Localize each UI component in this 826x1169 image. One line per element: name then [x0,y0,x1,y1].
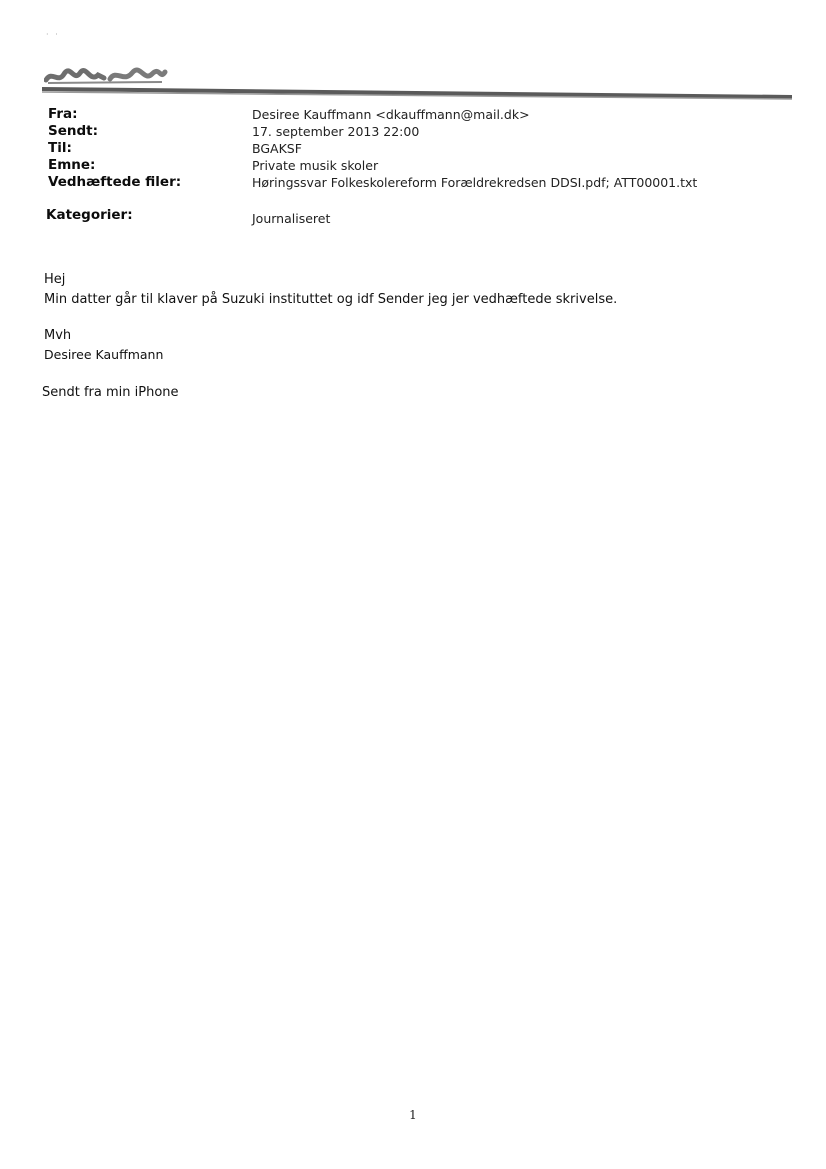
message-text: Min datter går til klaver på Suzuki instituttet og idf Sender jeg jer vedhæftede skrivelse. [44,292,618,307]
field-subject [48,157,778,174]
header-divider-rule [42,86,792,100]
field-sent-value: 17. september 2013 22:00 [252,124,420,139]
field-categories [48,207,778,224]
field-sent-label: Sendt: [48,123,99,139]
email-header-fields [48,106,778,224]
scan-speck: · · [46,30,60,39]
message-greeting: Hej [44,272,66,287]
field-sent [48,123,778,140]
field-to-value: BGAKSF [252,141,302,156]
field-subject-label: Emne: [48,157,96,173]
message-closing: Mvh [44,328,72,343]
field-attachments [48,174,778,191]
redacted-sender-name-scribble [44,64,168,88]
field-to-label: Til: [48,140,72,156]
field-subject-value: Private musik skoler [252,158,379,173]
page-number: 1 [409,1108,417,1122]
field-categories-value: Journaliseret [252,211,331,226]
field-from-value: Desiree Kauffmann <dkauffmann@mail.dk> [252,107,530,122]
message-signature: Desiree Kauffmann [44,347,164,362]
field-from [48,106,778,123]
field-to [48,140,778,157]
message-footer: Sendt fra min iPhone [42,385,179,400]
field-attachments-label: Vedhæftede filer: [48,174,182,190]
field-from-label: Fra: [48,106,78,122]
field-attachments-value: Høringssvar Folkeskolereform Forældrekredsen DDSI.pdf; ATT00001.txt [252,175,698,190]
field-categories-label: Kategorier: [46,207,133,223]
